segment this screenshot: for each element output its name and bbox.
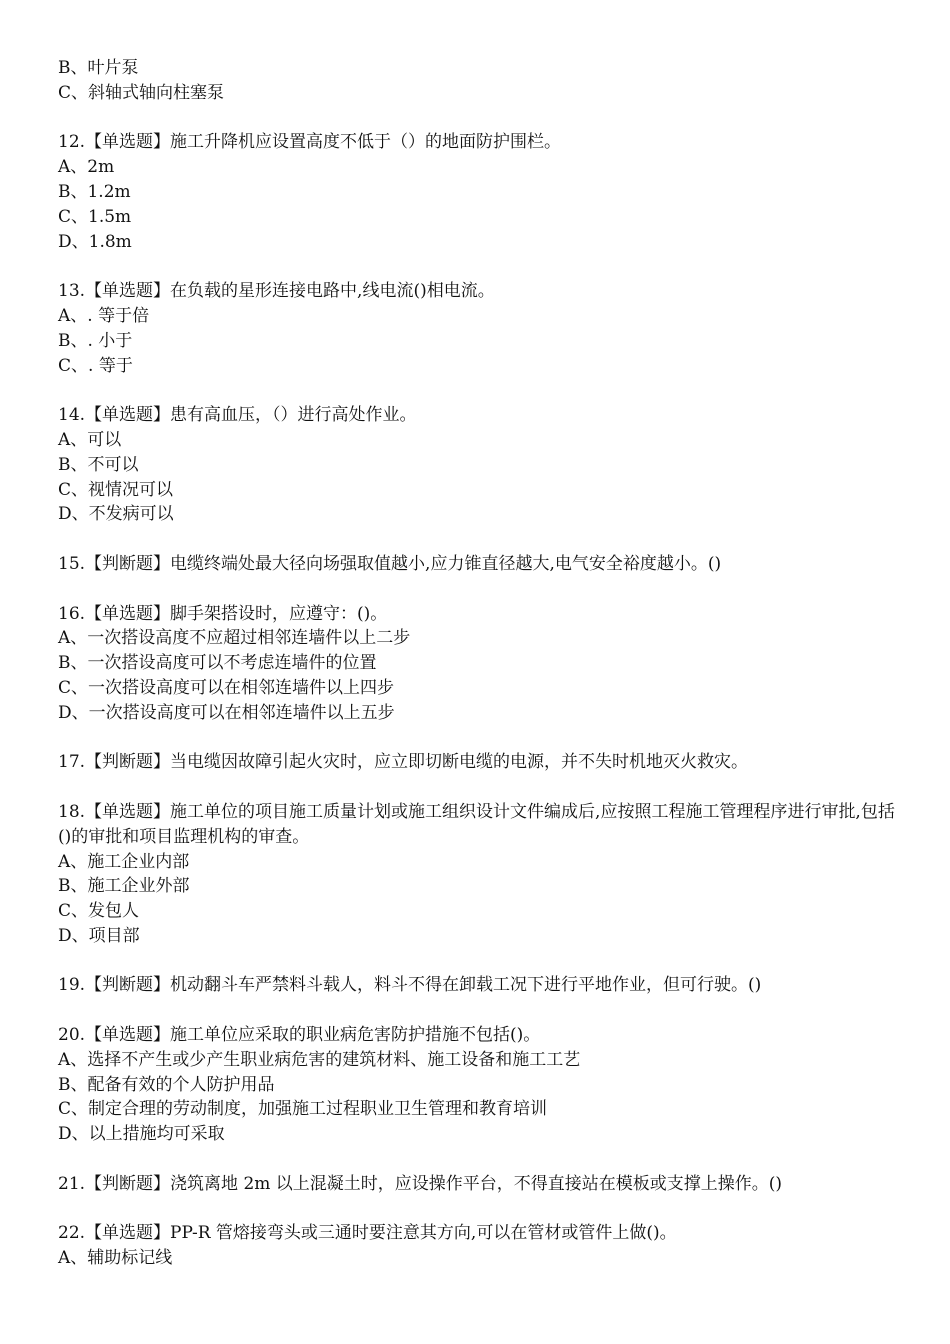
option-line: C、发包人 [58,901,140,922]
option-line: C、1.5m [58,206,132,227]
option-line: C、. 等于 [58,355,133,376]
document-page [58,56,898,1271]
question-block [58,403,898,527]
option-line: A、2m [58,157,115,178]
question-title: 17.【判断题】当电缆因故障引起火灾时，应立即切断电缆的电源，并不失时机地灭火救灾。 [58,752,749,773]
question-title: 21.【判断题】浇筑离地 2m 以上混凝土时，应设操作平台，不得直接站在模板或支撑上操作。() [58,1173,783,1194]
question-title: 19.【判断题】机动翻斗车严禁料斗载人，料斗不得在卸载工况下进行平地作业，但可行驶。() [58,975,762,996]
option-line: B、. 小于 [58,330,133,351]
option-line: A、施工企业内部 [58,851,190,872]
option-line: B、1.2m [58,181,131,202]
option-line: D、不发病可以 [58,504,174,525]
question-title: 16.【单选题】脚手架搭设时，应遵守：()。 [58,603,388,624]
question-block [58,973,898,998]
option-line: D、一次搭设高度可以在相邻连墙件以上五步 [58,702,395,723]
question-block [58,130,898,254]
option-line: D、1.8m [58,231,132,252]
option-line: C、制定合理的劳动制度，加强施工过程职业卫生管理和教育培训 [58,1099,548,1120]
question-block [58,279,898,378]
question-block [58,1023,898,1147]
question-block [58,602,898,726]
question-title: 20.【单选题】施工单位应采取的职业病危害防护措施不包括()。 [58,1025,541,1046]
option-line: B、不可以 [58,454,139,475]
question-block [58,750,898,775]
option-line: A、选择不产生或少产生职业病危害的建筑材料、施工设备和施工工艺 [58,1049,581,1070]
question-title: 13.【单选题】在负载的星形连接电路中,线电流()相电流。 [58,281,495,302]
option-line: B、施工企业外部 [58,876,190,897]
question-block [58,552,898,577]
question-block [58,1221,898,1271]
question-title: 22.【单选题】PP-R 管熔接弯头或三通时要注意其方向,可以在管材或管件上做()。 [58,1223,677,1244]
option-line: B、配备有效的个人防护用品 [58,1074,275,1095]
question-title: 15.【判断题】电缆终端处最大径向场强取值越小,应力锥直径越大,电气安全裕度越小。() [58,553,722,574]
option-line: A、可以 [58,429,122,450]
question-title: 18.【单选题】施工单位的项目施工质量计划或施工组织设计文件编成后,应按照工程施工管理程序进行审批,包括()的审批和项目监理机构的审查。 [58,801,895,847]
question-list [58,130,898,1271]
option-line: B、一次搭设高度可以不考虑连墙件的位置 [58,653,377,674]
question-block [58,1172,898,1197]
option-line: A、一次搭设高度不应超过相邻连墙件以上二步 [58,628,411,649]
option-line: B、叶片泵 [58,58,139,78]
option-line: A、. 等于倍 [58,305,150,326]
option-line: C、一次搭设高度可以在相邻连墙件以上四步 [58,677,395,698]
option-line: C、斜轴式轴向柱塞泵 [58,82,225,103]
option-line: D、项目部 [58,925,140,946]
question-title: 14.【单选题】患有高血压，（）进行高处作业。 [58,405,417,426]
carry-over-options [58,56,898,106]
question-block [58,800,898,949]
question-title: 12.【单选题】施工升降机应设置高度不低于（）的地面防护围栏。 [58,132,562,153]
option-line: A、辅助标记线 [58,1248,173,1269]
option-line: D、以上措施均可采取 [58,1124,225,1145]
option-line: C、视情况可以 [58,479,174,500]
